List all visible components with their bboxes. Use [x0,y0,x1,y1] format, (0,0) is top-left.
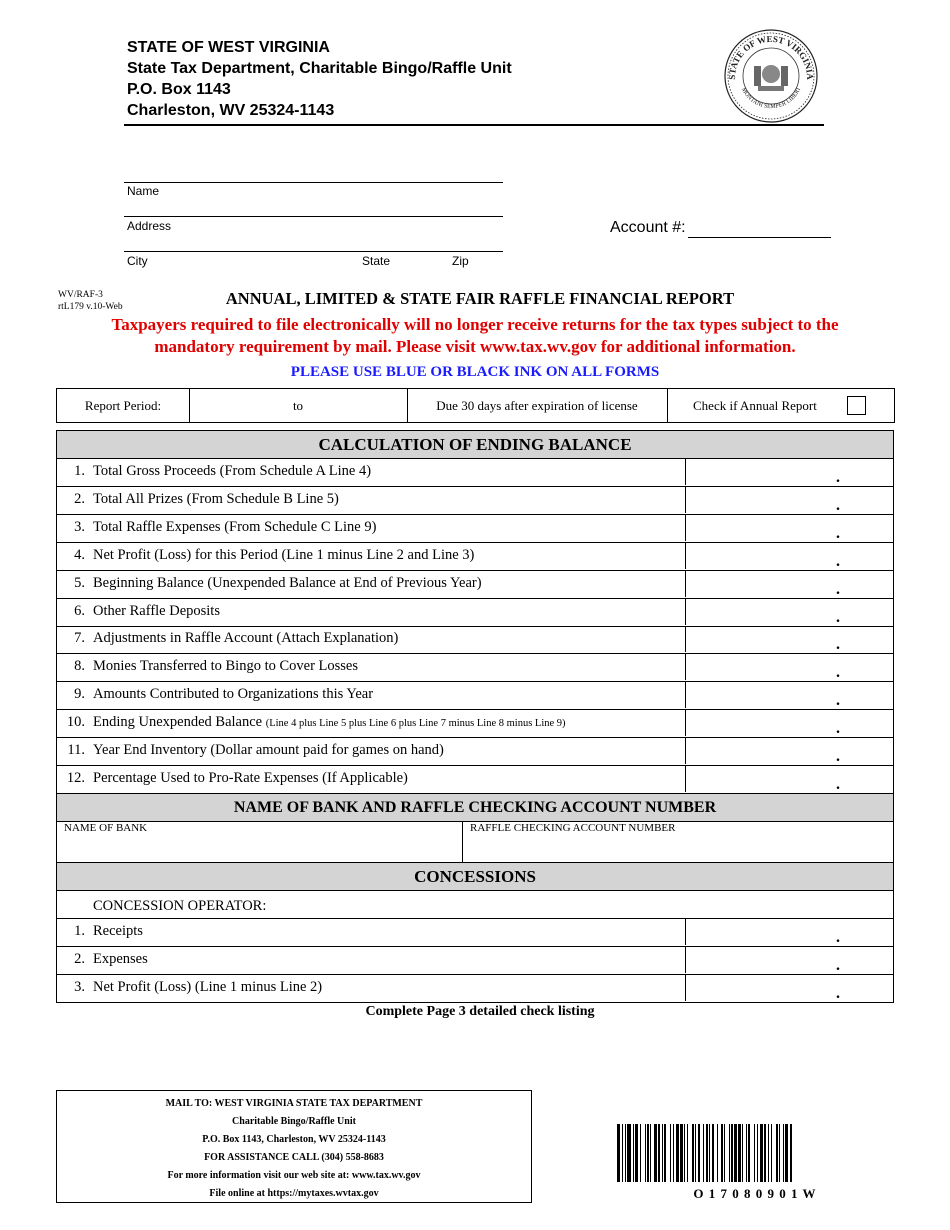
calc-line-number: 8. [74,658,85,675]
decimal-point: . [836,720,840,738]
calc-line-label: Beginning Balance (Unexpended Balance at End of Previous Year) [93,574,482,591]
bank-fields [56,821,894,863]
calc-line-label: Total Gross Proceeds (From Schedule A Line 4) [93,463,372,479]
notice-line-1: Taxpayers required to file electronically will no longer receive returns for the tax types subject to the [111,315,839,334]
concession-amount-field[interactable] [685,919,894,945]
calc-line-text [93,519,376,536]
report-period-label: Report Period: [57,389,190,422]
city-line[interactable] [124,251,503,252]
barcode-bar [771,1124,772,1182]
barcode-bar [742,1124,743,1182]
annual-report-checkbox[interactable] [847,396,866,415]
calc-line-label: Other Raffle Deposits [93,602,220,619]
barcode-bar [776,1124,778,1182]
calc-line-row [56,487,894,515]
annual-report-label: Check if Annual Report [693,398,817,413]
ink-notice: PLEASE USE BLUE OR BLACK INK ON ALL FORMS [290,364,660,380]
address-line[interactable] [124,216,503,217]
bank-name-label: NAME OF BANK [64,822,148,834]
barcode-bar [757,1124,758,1182]
decimal-point: . [836,985,840,1002]
agency-line-3: P.O. Box 1143 [127,81,231,98]
barcode-bar [635,1124,637,1182]
barcode-text: O 1 7 0 8 0 9 0 1 W [693,1186,817,1201]
calc-line-number: 9. [74,686,85,703]
calc-line-row [56,626,894,654]
bank-name-field[interactable] [57,821,463,862]
decimal-point: . [836,469,840,486]
calc-line-number: 2. [74,490,85,507]
barcode-bar [650,1124,651,1182]
barcode-bar [760,1124,763,1182]
calc-line-number: 10. [66,714,85,731]
barcode-bar [734,1124,736,1182]
barcode-bar [717,1124,718,1182]
barcode-bar [698,1124,700,1182]
agency-line-1: STATE OF WEST VIRGINIA [127,39,330,56]
mail-line-1: MAIL TO: WEST VIRGINIA STATE TAX DEPARTMENT [165,1098,423,1109]
barcode-bar [662,1124,663,1182]
calc-amount-field[interactable] [685,654,894,680]
calc-line-number: 11. [67,742,85,758]
concession-line-row [56,919,894,947]
concession-line-row [56,975,894,1003]
calc-line-label: Year End Inventory (Dollar amount paid for games on hand) [93,742,444,758]
concession-line-row [56,947,894,975]
decimal-point: . [836,664,840,682]
calc-line-text [93,575,482,592]
calc-line-label: Percentage Used to Pro-Rate Expenses (If Applicable) [93,769,408,786]
calc-amount-field[interactable] [685,682,894,708]
barcode-bar [617,1124,620,1182]
decimal-point: . [836,748,840,765]
barcode-bar [627,1124,630,1182]
calc-line-text [93,658,358,675]
mail-line-6: File online at https://mytaxes.wvtax.gov [209,1188,379,1199]
barcode-bar [695,1124,696,1182]
barcode-bar [785,1124,788,1182]
barcode-bar [658,1124,659,1182]
barcode-icon [617,1124,893,1182]
calc-line-row [56,654,894,682]
calc-line-row [56,459,894,487]
barcode-bar [703,1124,704,1182]
decimal-point: . [836,957,840,974]
calc-line-row [56,599,894,627]
barcode-bar [654,1124,657,1182]
barcode-bar [731,1124,733,1182]
due-note: Due 30 days after expiration of license [407,389,668,422]
name-line[interactable] [124,182,503,183]
barcode-bar [684,1124,685,1182]
calc-amount-field[interactable] [685,599,894,625]
calc-amount-field[interactable] [685,626,894,652]
calc-line-row [56,515,894,543]
barcode-bar [746,1124,747,1182]
raffle-account-label: RAFFLE CHECKING ACCOUNT NUMBER [470,822,676,834]
calc-line-note: (Line 4 plus Line 5 plus Line 6 plus Line 7 minus Line 8 minus Line 9) [265,718,566,730]
mail-line-5: For more information visit our web site at: www.tax.wv.gov [167,1170,421,1181]
form-id-line-1: WV/RAF-3 [58,290,103,300]
barcode-bar [783,1124,784,1182]
decimal-point: . [836,552,840,570]
barcode-bar [680,1124,682,1182]
barcode-bar [790,1124,792,1182]
calc-line-row [56,766,894,794]
mail-line-2: Charitable Bingo/Raffle Unit [232,1116,356,1127]
report-title: ANNUAL, LIMITED & STATE FAIR RAFFLE FINANCIAL REPORT [225,289,735,308]
complete-page-note: Complete Page 3 detailed check listing [365,1004,595,1019]
decimal-point: . [836,580,840,598]
calc-line-row [56,682,894,710]
calc-line-label: Net Profit (Loss) for this Period (Line 1 minus Line 2 and Line 3) [93,546,475,563]
mail-to-box [56,1090,532,1203]
calc-line-row [56,710,894,738]
calc-line-number: 4. [74,546,85,563]
calc-line-text [93,463,371,480]
seal-bottom-text: MONTANI SEMPER LIBERI [739,87,803,111]
concessions-heading: CONCESSIONS [56,862,894,891]
decimal-point: . [836,775,840,793]
barcode-bar [633,1124,634,1182]
report-period-box [56,388,895,423]
address-label: Address [127,219,172,233]
barcode-bar [692,1124,694,1182]
concession-line-number: 2. [74,951,85,967]
calc-line-row [56,571,894,599]
calc-line-row [56,543,894,571]
raffle-account-field[interactable] [462,821,893,862]
calc-line-label: Ending Unexpended Balance [93,714,263,731]
barcode-bar [764,1124,766,1182]
calc-line-label: Adjustments in Raffle Account (Attach Explanation) [93,630,399,647]
form-id-line-2: rtL179 v.10-Web [58,302,123,312]
barcode-bar [645,1124,646,1182]
calc-line-label: Total Raffle Expenses (From Schedule C Line 9) [93,518,377,535]
concession-operator-label: CONCESSION OPERATOR: [93,898,267,914]
barcode-bar [748,1124,750,1182]
concession-line-number: 1. [74,923,85,939]
barcode-bar [625,1124,626,1182]
account-line[interactable] [688,237,831,238]
decimal-point: . [836,636,840,654]
barcode-bar [706,1124,708,1182]
agency-line-2: State Tax Department, Charitable Bingo/Raffle Unit [127,60,512,77]
decimal-point: . [836,496,840,514]
calc-line-label: Total All Prizes (From Schedule B Line 5) [93,490,339,507]
calc-line-number: 6. [74,602,85,619]
calc-line-text [93,686,373,703]
mail-line-3: P.O. Box 1143, Charleston, WV 25324-1143 [202,1134,386,1145]
calc-line-number: 3. [74,518,85,535]
calc-amount-field[interactable] [685,459,894,485]
barcode-bar [768,1124,769,1182]
calc-line-text [93,742,444,759]
calc-line-label: Amounts Contributed to Organizations this Year [93,686,374,703]
barcode-bar [779,1124,780,1182]
calc-line-text [93,630,398,647]
barcode-bar [738,1124,741,1182]
notice-line-2: mandatory requirement by mail. Please visit www.tax.wv.gov for additional information. [154,337,796,356]
concession-line-text: Expenses [93,951,148,967]
header-rule [124,124,824,126]
barcode-bar [673,1124,674,1182]
calc-amount-field[interactable] [685,571,894,597]
concession-line-number: 3. [74,979,85,995]
concession-amount-field[interactable] [685,975,894,1001]
calc-line-text [93,770,408,787]
account-label: Account #: [610,219,686,236]
calc-line-text [93,547,474,564]
calc-line-row [56,738,894,766]
concession-line-text: Receipts [93,923,143,939]
state-label: State [362,254,391,268]
name-label: Name [127,184,160,198]
calc-heading: CALCULATION OF ENDING BALANCE [56,430,894,459]
state-seal-icon [720,28,822,124]
calc-line-text [93,603,220,620]
barcode-bar [640,1124,641,1182]
decimal-point: . [836,692,840,710]
barcode-bar [729,1124,730,1182]
decimal-point: . [836,929,840,946]
calc-amount-field[interactable] [685,766,894,792]
barcode-bar [664,1124,666,1182]
barcode-bar [687,1124,688,1182]
concession-line-text: Net Profit (Loss) (Line 1 minus Line 2) [93,979,323,995]
calc-amount-field[interactable] [685,515,894,541]
barcode-bar [724,1124,725,1182]
barcode-bar [709,1124,710,1182]
seal-top-text: STATE OF WEST VIRGINIA [726,33,816,80]
period-to[interactable]: to [189,389,408,422]
calc-amount-field[interactable] [685,710,894,736]
calc-line-number: 5. [74,574,85,591]
calc-line-number: 7. [74,630,85,647]
barcode-bar [721,1124,723,1182]
barcode-bar [622,1124,623,1182]
barcode-bar [712,1124,713,1182]
calc-amount-field[interactable] [685,487,894,513]
city-label: City [127,254,148,268]
decimal-point: . [836,524,840,542]
bank-heading: NAME OF BANK AND RAFFLE CHECKING ACCOUNT NUMBER [56,793,894,822]
calc-amount-field[interactable] [685,543,894,569]
calc-line-number: 12. [66,769,85,786]
concession-operator-row[interactable] [56,891,894,919]
concession-amount-field[interactable] [685,947,894,973]
calc-amount-field[interactable] [685,738,894,764]
barcode-bar [647,1124,649,1182]
calc-line-number: 1. [74,463,85,479]
barcode-bar [676,1124,679,1182]
zip-label: Zip [452,254,469,268]
calc-line-label: Monies Transferred to Bingo to Cover Losses [93,658,359,675]
barcode-bar [754,1124,755,1182]
calc-line-text [93,714,566,731]
decimal-point: . [836,608,840,626]
calc-line-text [93,491,339,508]
mail-line-4: FOR ASSISTANCE CALL (304) 558-8683 [204,1152,384,1163]
barcode-bar [670,1124,671,1182]
agency-line-4: Charleston, WV 25324-1143 [127,102,335,119]
